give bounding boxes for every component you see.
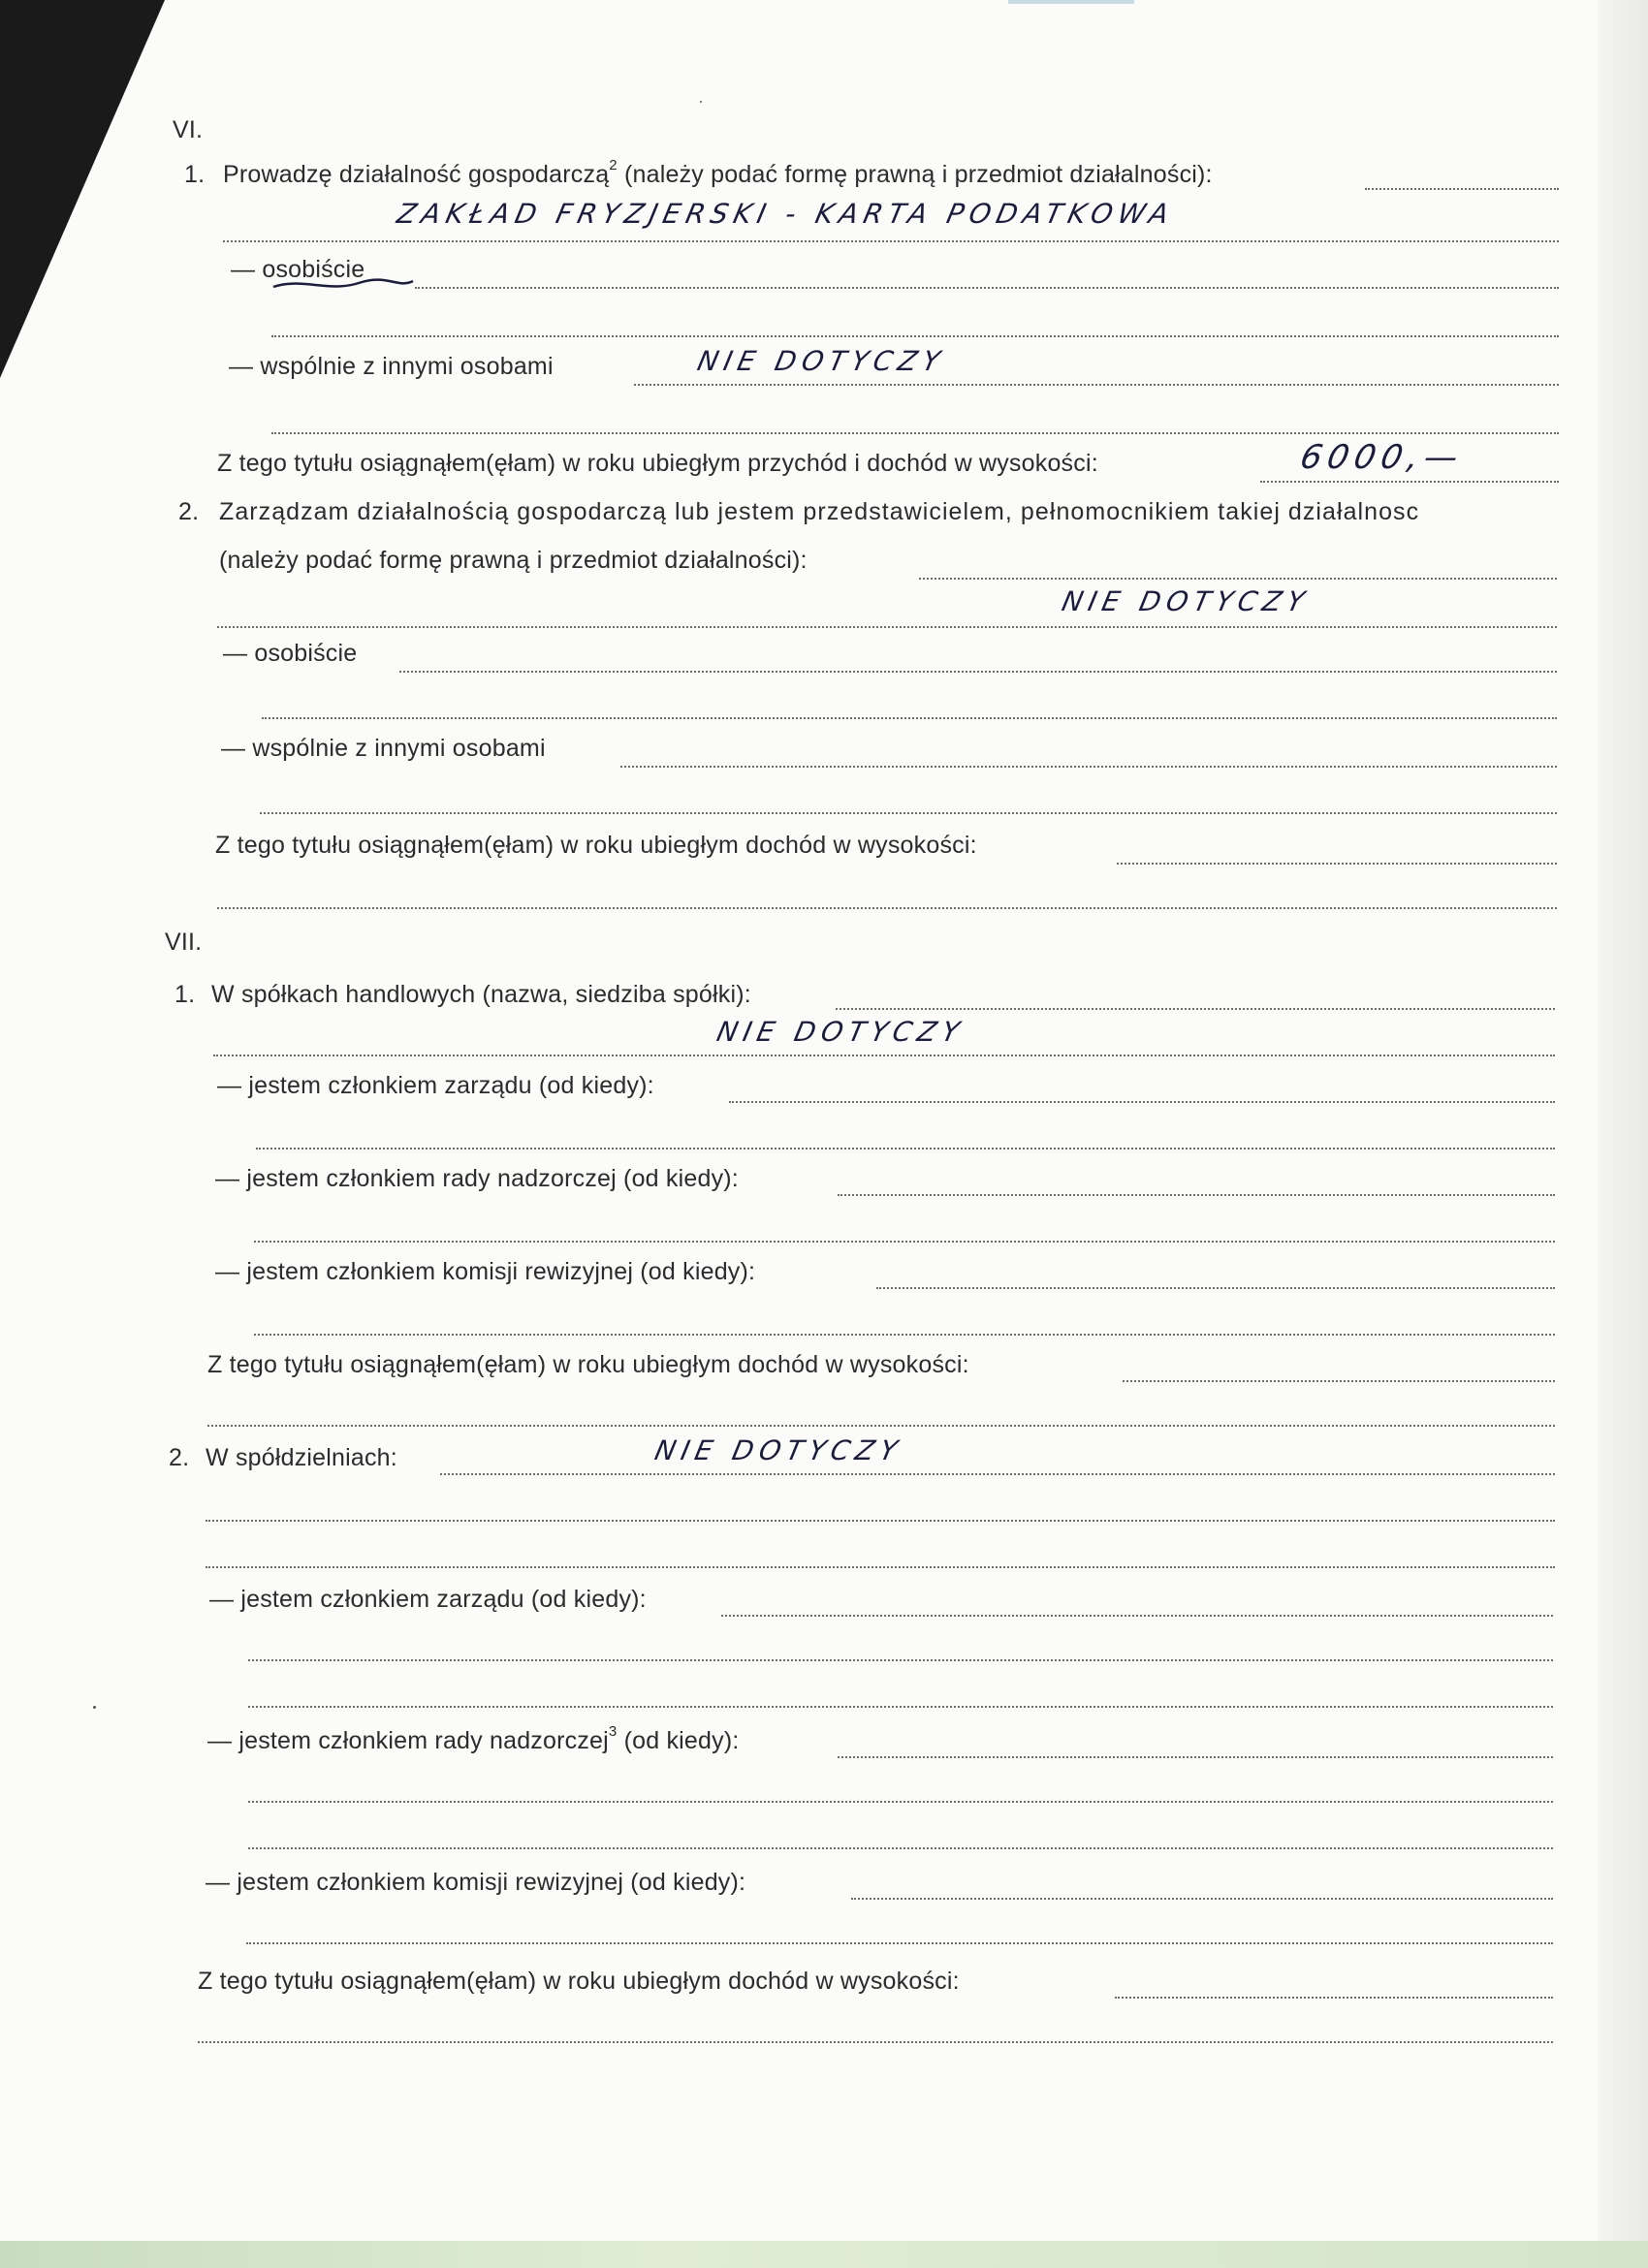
fill-line[interactable] — [213, 1055, 1555, 1056]
s7-item2-board: — jestem członkiem zarządu (od kiedy): — [209, 1586, 647, 1613]
s7-item1-label: W spółkach handlowych (nazwa, siedziba spółki): — [211, 981, 751, 1008]
handwritten-business-form: ZAKŁAD FRYZJERSKI - KARTA PODATKOWA — [394, 198, 1178, 230]
handwritten-not-applicable: NIE DOTYCZY — [694, 345, 949, 377]
s6-item1-label-main: Prowadzę działalność gospodarczą — [223, 161, 610, 188]
scan-shadow-left — [0, 0, 165, 378]
scan-speck — [93, 1706, 96, 1709]
fill-line[interactable] — [721, 1615, 1553, 1617]
section-7-heading: VII. — [165, 929, 203, 956]
footnote-2: 2 — [609, 157, 618, 173]
fill-line[interactable] — [836, 1008, 1555, 1010]
s6-item1-jointly: — wspólnie z innymi osobami — [229, 353, 554, 380]
fill-line[interactable] — [254, 1334, 1555, 1336]
s6-item1-label — [223, 157, 1213, 189]
fill-line[interactable] — [207, 1425, 1555, 1427]
fill-line[interactable] — [271, 335, 1559, 337]
scan-edge-right — [1598, 0, 1648, 2268]
fill-line[interactable] — [248, 1706, 1553, 1708]
fill-line[interactable] — [1115, 1997, 1553, 1999]
s6-item2-label-line1: Zarządzam działalnością gospodarczą lub jestem przedstawicielem, pełnomocnikiem takiej działalnosc — [219, 498, 1420, 525]
fill-line[interactable] — [415, 287, 1559, 289]
s7-item2-supervisory-when: (od kiedy): — [617, 1727, 740, 1754]
fill-line[interactable] — [838, 1194, 1555, 1196]
s7-item2-label: W spółdzielniach: — [206, 1444, 397, 1471]
s7-item2-audit: — jestem członkiem komisji rewizyjnej (od kiedy): — [206, 1869, 746, 1896]
fill-line[interactable] — [246, 1942, 1553, 1944]
fill-line[interactable] — [217, 907, 1557, 909]
s7-item2-supervisory — [207, 1723, 740, 1755]
scan-edge-bottom — [0, 2241, 1648, 2268]
fill-line[interactable] — [851, 1898, 1553, 1900]
fill-line[interactable] — [919, 578, 1557, 580]
scan-speck — [700, 101, 702, 103]
fill-line[interactable] — [440, 1473, 1555, 1475]
s6-item2-label-line2: (należy podać formę prawną i przedmiot działalności): — [219, 547, 808, 574]
fill-line[interactable] — [217, 626, 1557, 628]
fill-line[interactable] — [206, 1566, 1555, 1568]
handwritten-underline — [271, 275, 415, 295]
s7-item1-supervisory: — jestem członkiem rady nadzorczej (od kiedy): — [215, 1165, 739, 1192]
s7-item2-supervisory-main: — jestem członkiem rady nadzorczej — [207, 1727, 609, 1754]
fill-line[interactable] — [838, 1756, 1553, 1758]
fill-line[interactable] — [1123, 1380, 1555, 1382]
s7-item1-income-label: Z tego tytułu osiągnąłem(ęłam) w roku ubiegłym dochód w wysokości: — [207, 1351, 969, 1378]
fill-line[interactable] — [729, 1101, 1555, 1103]
footnote-3: 3 — [608, 1723, 618, 1740]
fill-line[interactable] — [620, 766, 1557, 768]
fill-line[interactable] — [248, 1801, 1553, 1803]
fill-line[interactable] — [254, 1241, 1555, 1243]
fill-line[interactable] — [260, 812, 1557, 814]
fill-line[interactable] — [256, 1148, 1555, 1150]
fill-line[interactable] — [262, 717, 1557, 719]
s7-item2-income-label: Z tego tytułu osiągnąłem(ęłam) w roku ubiegłym dochód w wysokości: — [198, 1968, 960, 1995]
s6-item2-jointly: — wspólnie z innymi osobami — [221, 735, 546, 762]
scan-top-mark — [1008, 0, 1134, 4]
fill-line[interactable] — [1365, 188, 1559, 190]
s7-item1-number: 1. — [174, 981, 196, 1008]
fill-line[interactable] — [248, 1659, 1553, 1661]
fill-line[interactable] — [271, 432, 1559, 434]
handwritten-income: 6000,— — [1296, 438, 1468, 477]
fill-line[interactable] — [1117, 863, 1557, 865]
handwritten-not-applicable: NIE DOTYCZY — [651, 1434, 906, 1466]
s6-item1-number: 1. — [184, 161, 206, 188]
s6-item2-personally: — osobiście — [223, 640, 358, 667]
s6-item1-label-hint: (należy podać formę prawną i przedmiot działalności): — [617, 161, 1213, 188]
section-6-heading: VI. — [173, 116, 204, 143]
s7-item1-audit: — jestem członkiem komisji rewizyjnej (od kiedy): — [215, 1258, 756, 1285]
fill-line[interactable] — [634, 384, 1559, 386]
s6-item1-personally: — osobiście — [231, 256, 365, 283]
s7-item1-board: — jestem członkiem zarządu (od kiedy): — [217, 1072, 654, 1099]
s6-item1-income-label: Z tego tytułu osiągnąłem(ęłam) w roku ubiegłym przychód i dochód w wysokości: — [217, 450, 1098, 477]
handwritten-not-applicable: NIE DOTYCZY — [1059, 585, 1314, 617]
fill-line[interactable] — [876, 1287, 1555, 1289]
s6-item2-income-label: Z tego tytułu osiągnąłem(ęłam) w roku ubiegłym dochód w wysokości: — [215, 832, 977, 859]
s6-item2-number: 2. — [178, 498, 200, 525]
fill-line[interactable] — [198, 2041, 1553, 2043]
fill-line[interactable] — [1260, 481, 1559, 483]
fill-line[interactable] — [223, 240, 1559, 242]
handwritten-not-applicable: NIE DOTYCZY — [713, 1016, 968, 1048]
fill-line[interactable] — [248, 1847, 1553, 1849]
fill-line[interactable] — [399, 671, 1557, 673]
s7-item2-number: 2. — [169, 1444, 190, 1471]
fill-line[interactable] — [206, 1520, 1555, 1522]
